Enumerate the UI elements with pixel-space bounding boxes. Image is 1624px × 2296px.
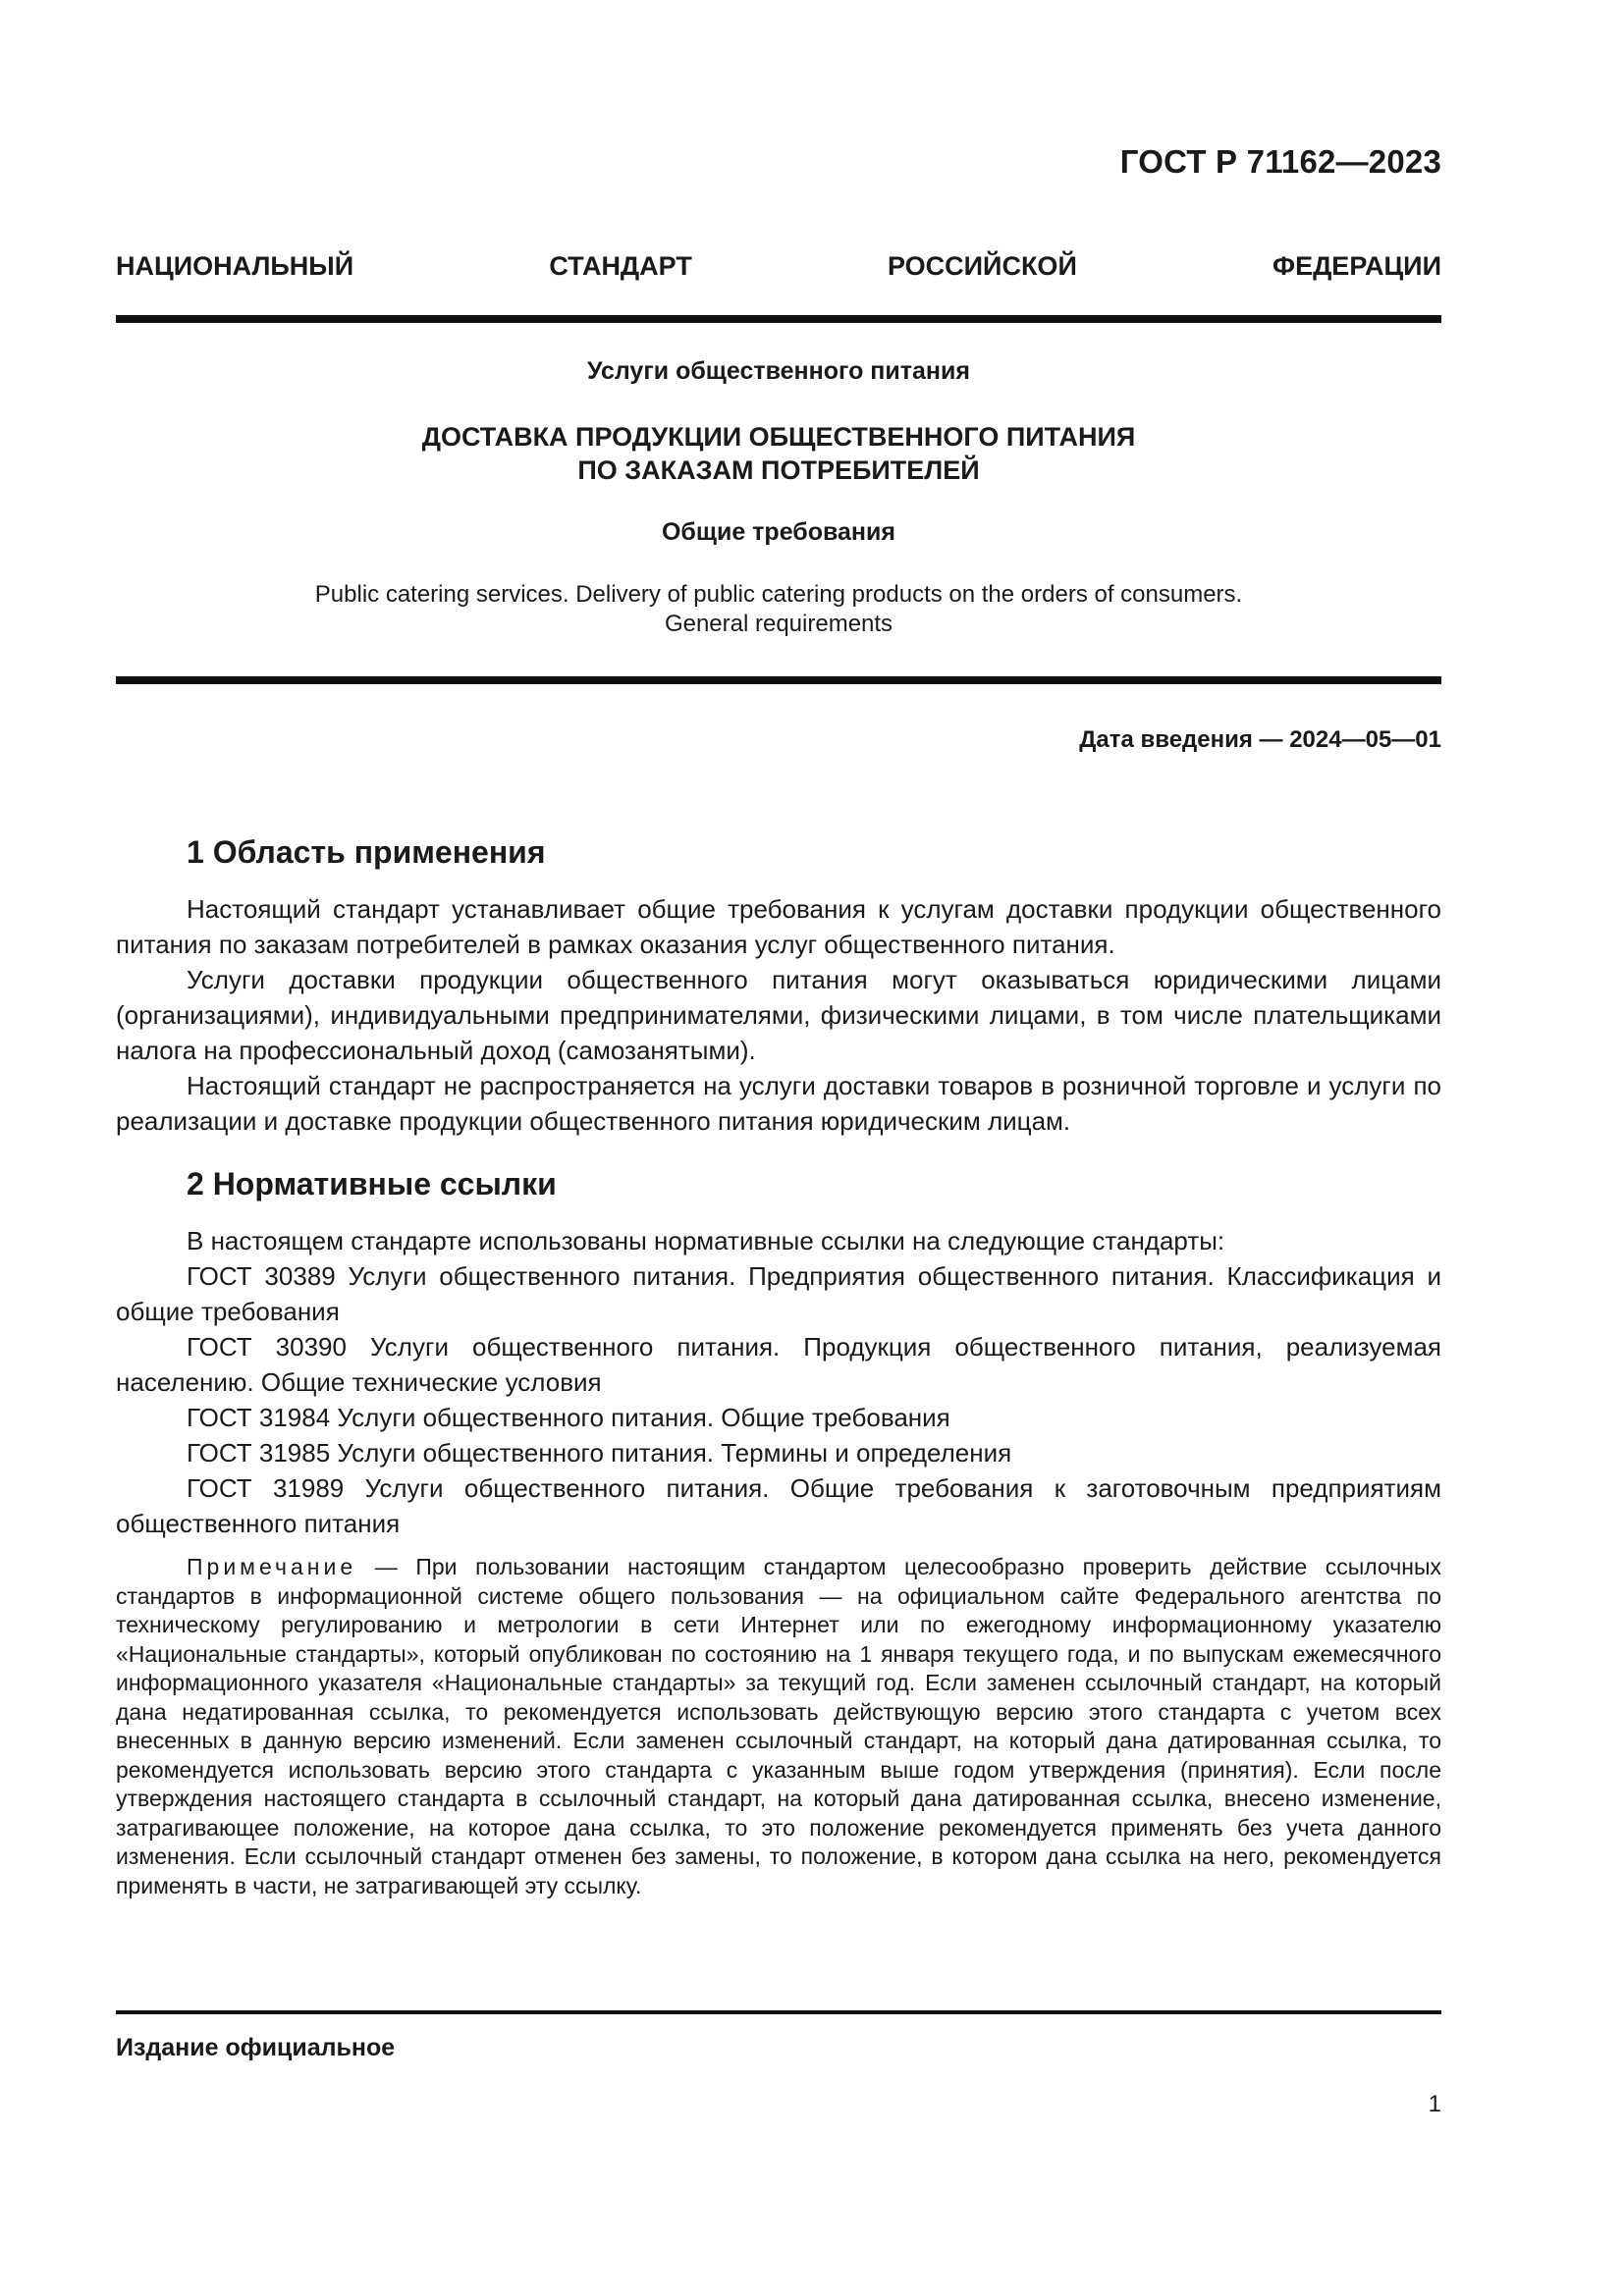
section-2-intro: В настоящем стандарте использованы нормативные ссылки на следующие стандарты: bbox=[187, 1226, 1225, 1255]
edition-label: Издание официальное bbox=[116, 2034, 396, 2061]
reference-item: ГОСТ 30390 Услуги общественного питания. Продукция общественного питания, реализуемая населению. Общие технические условия bbox=[116, 1332, 1441, 1397]
note-text: — При пользовании настоящим стандартом целесообразно проверить действие ссылочных стандартов в информационной системе общего пользования — на официальном сайте Федерального агентства по техническому регулированию и метрологии в сети Интернет или по ежегодному информационному указателю «Национальные стандарты», который опубликован по состоянию на 1 января текущего года, и по выпускам ежемесячного информационного указателя «Национальные стандарты» за текущий год. Если заменен ссылочный стандарт, на который дана недатированная ссылка, то рекомендуется использовать действующую версию этого стандарта с учетом всех внесенных в данную версию изменений. Если заменен ссылочный стандарт, на который дана датированная ссылка, то рекомендуется использовать версию этого стандарта с указанным выше годом утверждения (принятия). Если после утверждения настоящего стандарта в ссылочный стандарт, на который дана датированная ссылка, внесено изменение, затрагивающее положение, на которое дана ссылка, то это положение рекомендуется применять без учета данного изменения. Если ссылочный стандарт отменен без замены, то положение, в котором дана ссылка на него, рекомендуется применять в части, не затрагивающей эту ссылку. bbox=[116, 1554, 1441, 1898]
section-1-paragraph: Настоящий стандарт не распространяется на услуги доставки товаров в розничной торговле и услуги по реализации и доставке продукции общественного питания юридическим лицам. bbox=[116, 1071, 1441, 1136]
page-number: 1 bbox=[1428, 2091, 1441, 2117]
english-title-line-2: General requirements bbox=[664, 611, 893, 637]
footer-divider bbox=[116, 2010, 1441, 2014]
reference-item: ГОСТ 31985 Услуги общественного питания. Термины и определения bbox=[187, 1438, 1012, 1468]
subject-line: Услуги общественного питания bbox=[587, 357, 970, 385]
english-title-line-1: Public catering services. Delivery of public catering products on the orders of consumers. bbox=[314, 581, 1243, 608]
introduction-date: Дата введения — 2024—05—01 bbox=[1079, 726, 1441, 753]
main-title-line-2: ПО ЗАКАЗАМ ПОТРЕБИТЕЛЕЙ bbox=[577, 455, 980, 485]
main-title-line-1: ДОСТАВКА ПРОДУКЦИИ ОБЩЕСТВЕННОГО ПИТАНИЯ bbox=[421, 422, 1136, 452]
reference-item: ГОСТ 31989 Услуги общественного питания. Общие требования к заготовочным предприятиям общественного питания bbox=[116, 1473, 1441, 1538]
document-body bbox=[116, 832, 1441, 1900]
section-1-heading: 1 Область применения bbox=[187, 834, 546, 870]
section-1-paragraph: Услуги доставки продукции общественного питания могут оказываться юридическими лицами (организациями), индивидуальными предпринимателями, физическими лицами, в том числе плательщиками налога на профессиональный доход (самозанятыми). bbox=[116, 965, 1441, 1065]
english-title bbox=[116, 580, 1441, 639]
reference-item: ГОСТ 30389 Услуги общественного питания. Предприятия общественного питания. Классификация и общие требования bbox=[116, 1261, 1441, 1326]
section-2-heading: 2 Нормативные ссылки bbox=[187, 1166, 557, 1201]
main-title bbox=[116, 420, 1441, 487]
document-number: ГОСТ Р 71162—2023 bbox=[1119, 143, 1441, 180]
section-2-body bbox=[116, 1223, 1441, 1900]
subtitle: Общие требования bbox=[661, 518, 895, 546]
standard-type-heading: НАЦИОНАЛЬНЫЙ СТАНДАРТ РОССИЙСКОЙ ФЕДЕРАЦИИ bbox=[116, 251, 1441, 281]
reference-item: ГОСТ 31984 Услуги общественного питания. Общие требования bbox=[187, 1403, 950, 1432]
section-1-paragraph: Настоящий стандарт устанавливает общие требования к услугам доставки продукции общественного питания по заказам потребителей в рамках оказания услуг общественного питания. bbox=[116, 894, 1441, 959]
section-1-body bbox=[116, 891, 1441, 1139]
top-divider bbox=[116, 315, 1441, 323]
note-block bbox=[116, 1553, 1441, 1900]
middle-divider bbox=[116, 676, 1441, 684]
note-label: Примечание bbox=[187, 1554, 357, 1579]
